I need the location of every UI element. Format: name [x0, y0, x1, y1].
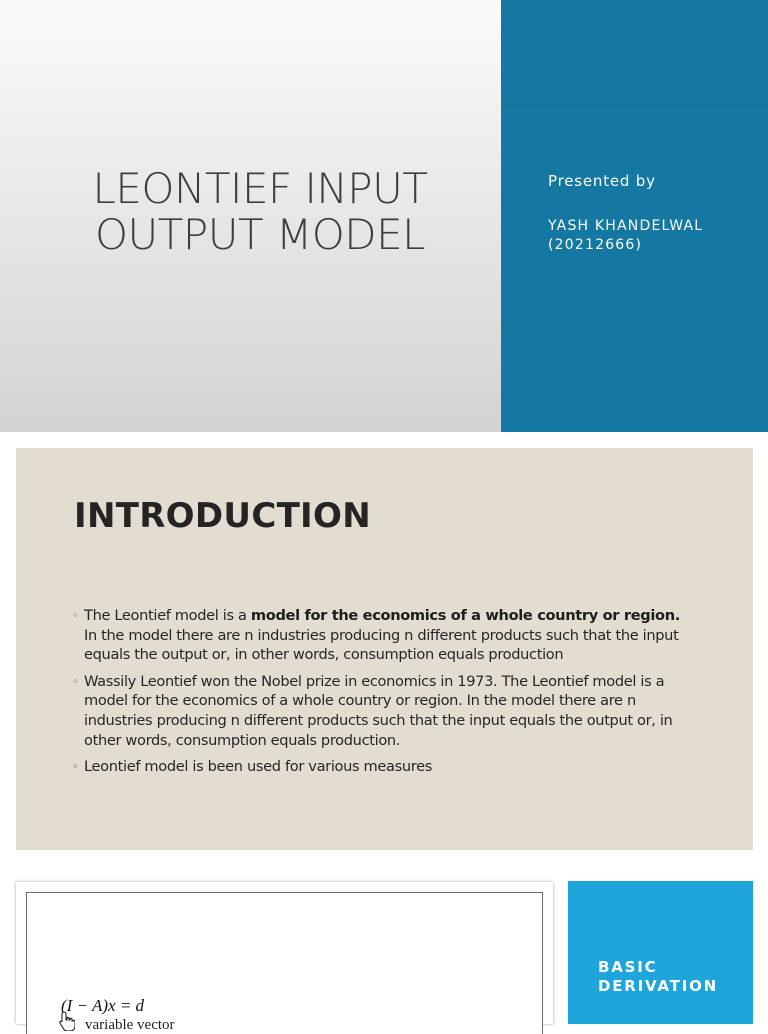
introduction-heading: INTRODUCTION [74, 496, 371, 536]
bullet-item [72, 672, 692, 750]
bullet-bold-text: model for the economics of a whole country or region. [250, 607, 680, 624]
bullet-text-continued: In the model there are n industries producing n different products such that the input equals the output or, in other words, consumption equals production [84, 626, 679, 664]
equation-caption: variable vector [85, 1017, 175, 1033]
derivation-title-line-1: BASIC [598, 958, 658, 976]
derivation-slide-image [16, 882, 553, 1033]
presenter-name: YASH KHANDELWAL [548, 218, 704, 234]
bullet-item [72, 757, 692, 777]
bullet-text: The Leontief model is a [84, 607, 251, 624]
presenter-info [548, 217, 703, 255]
presenter-id: (20212666) [548, 237, 643, 253]
derivation-title [598, 958, 718, 996]
equation-image [26, 892, 543, 1034]
bullet-text: Leontief model is been used for various measures [84, 758, 432, 776]
bullet-marker: ◦ [72, 674, 79, 688]
slide-title [20, 166, 500, 258]
title-slide-left-panel [0, 0, 501, 432]
title-slide [0, 0, 768, 432]
panel-band [501, 330, 768, 331]
bullet-marker: ◦ [72, 760, 79, 774]
equation: (I − A)x = d [61, 996, 145, 1015]
slide-title-line-2: OUTPUT MODEL [94, 210, 426, 259]
bullet-item [72, 606, 692, 665]
panel-band [501, 110, 768, 111]
introduction-bullet-list [72, 606, 692, 784]
derivation-side-panel [568, 881, 753, 1024]
presented-by-label: Presented by [548, 172, 656, 190]
derivation-title-line-2: DERIVATION [598, 977, 718, 995]
bullet-marker: ◦ [72, 609, 79, 622]
introduction-slide [16, 448, 753, 850]
bullet-text: Wassily Leontief won the Nobel prize in economics in 1973. The Leontief model is a model for the economics of a whole country or region. In the model there are n industries producing n different products such that the input equals the output or, in other words, consumption equals production. [84, 672, 673, 749]
title-slide-right-panel [501, 0, 768, 432]
hand-pointer-icon [59, 1011, 75, 1031]
slide-title-line-1: LEONTIEF INPUT [92, 164, 428, 213]
